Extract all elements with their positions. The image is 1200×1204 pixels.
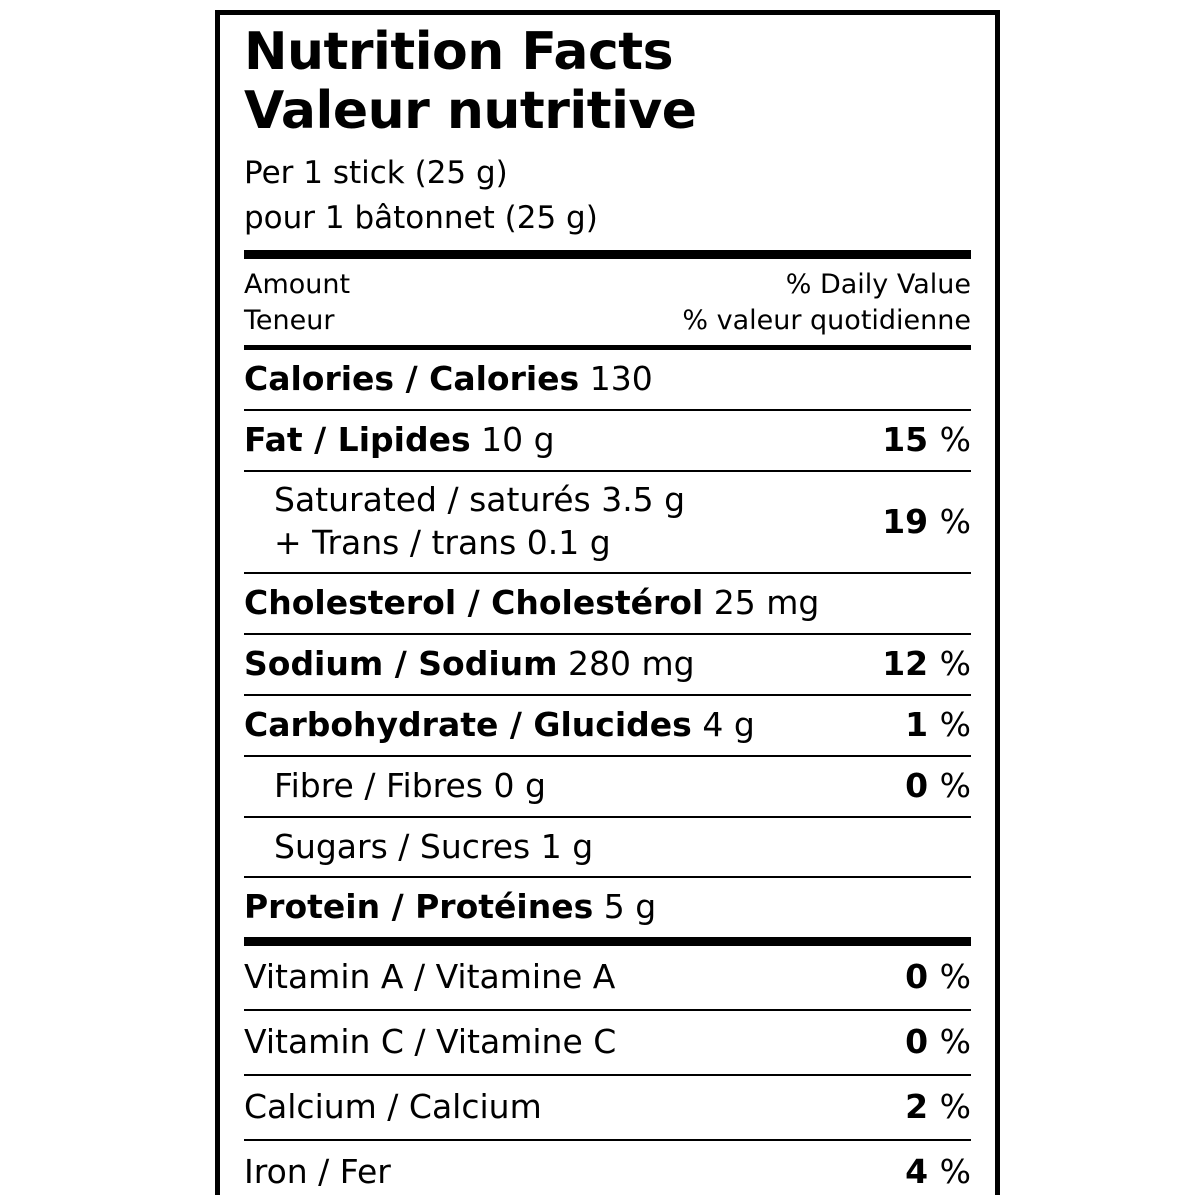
trans-label: + Trans / trans 0.1 g <box>274 522 611 562</box>
carbohydrate-daily-value <box>891 705 971 746</box>
fat-amount: 10 g <box>481 420 555 460</box>
row-carbohydrate <box>244 696 971 755</box>
sodium-dv-number: 12 <box>882 643 929 683</box>
row-calories <box>244 350 971 409</box>
calories-name: Calories / Calories <box>244 359 580 399</box>
carbohydrate-label <box>244 705 755 746</box>
iron-daily-value <box>891 1152 971 1193</box>
saturated-trans-daily-value <box>868 502 971 543</box>
daily-value-label-french: % valeur quotidienne <box>682 305 971 337</box>
amount-label-french: Teneur <box>244 305 335 337</box>
carbohydrate-percent-sign: % <box>939 704 971 744</box>
fibre-label: Fibre / Fibres 0 g <box>274 765 546 805</box>
saturated-label: Saturated / saturés 3.5 g <box>274 480 686 520</box>
saturated-percent-sign: % <box>939 501 971 541</box>
row-vitamin-a <box>244 946 971 1009</box>
vitamin-c-label: Vitamin C / Vitamine C <box>244 1022 617 1062</box>
protein-label <box>244 887 656 928</box>
row-calcium <box>244 1076 971 1139</box>
fat-name: Fat / Lipides <box>244 420 471 460</box>
divider-thick-top <box>244 250 971 259</box>
serving-size-english: Per 1 stick (25 g) <box>244 154 508 191</box>
calcium-percent-sign: % <box>939 1087 971 1127</box>
protein-amount: 5 g <box>603 887 657 927</box>
fibre-dv-number: 0 <box>905 765 929 805</box>
sodium-percent-sign: % <box>939 643 971 683</box>
carbohydrate-amount: 4 g <box>702 704 755 744</box>
vitamin-c-dv-number: 0 <box>905 1022 929 1062</box>
vitamin-c-percent-sign: % <box>939 1022 971 1062</box>
row-fat <box>244 411 971 470</box>
calories-label <box>244 359 653 400</box>
calcium-label: Calcium / Calcium <box>244 1087 542 1127</box>
saturated-dv-number: 19 <box>882 501 929 541</box>
cholesterol-amount: 25 mg <box>713 582 820 622</box>
calcium-daily-value <box>891 1087 971 1128</box>
row-fibre <box>244 757 971 816</box>
amount-label-english: Amount <box>244 269 351 301</box>
saturated-trans-label <box>244 479 685 565</box>
carbohydrate-dv-number: 1 <box>905 704 929 744</box>
fat-percent-sign: % <box>939 420 971 460</box>
fibre-percent-sign: % <box>939 765 971 805</box>
amount-header <box>244 267 350 339</box>
vitamin-a-label: Vitamin A / Vitamine A <box>244 957 616 997</box>
iron-label: Iron / Fer <box>244 1152 391 1192</box>
panel-title-french: Valeur nutritive <box>244 81 697 142</box>
vitamin-a-dv-number: 0 <box>905 957 929 997</box>
fibre-daily-value <box>891 766 971 807</box>
daily-value-header-labels <box>682 267 971 339</box>
fat-label <box>244 420 555 461</box>
vitamin-c-daily-value <box>891 1022 971 1063</box>
daily-value-header <box>244 259 971 345</box>
row-cholesterol <box>244 574 971 633</box>
sodium-daily-value <box>868 644 971 685</box>
daily-value-label-english: % Daily Value <box>785 269 971 301</box>
cholesterol-name: Cholesterol / Cholestérol <box>244 582 704 622</box>
cholesterol-label <box>244 583 819 624</box>
iron-percent-sign: % <box>939 1152 971 1192</box>
fat-dv-number: 15 <box>882 420 929 460</box>
protein-name: Protein / Protéines <box>244 887 594 927</box>
nutrition-facts-panel <box>215 10 1000 1195</box>
fat-daily-value <box>868 420 971 461</box>
row-protein <box>244 878 971 937</box>
iron-dv-number: 4 <box>905 1152 929 1192</box>
sodium-name: Sodium / Sodium <box>244 643 558 683</box>
nutrition-facts-content <box>220 15 995 1204</box>
vitamin-a-daily-value <box>891 957 971 998</box>
vitamin-a-percent-sign: % <box>939 957 971 997</box>
calcium-dv-number: 2 <box>905 1087 929 1127</box>
sugars-label: Sugars / Sucres 1 g <box>274 826 594 866</box>
sodium-label <box>244 644 695 685</box>
row-iron <box>244 1141 971 1204</box>
sodium-amount: 280 mg <box>568 643 695 683</box>
row-saturated-trans <box>244 472 971 572</box>
panel-title-english: Nutrition Facts <box>244 22 674 82</box>
row-sugars <box>244 818 971 877</box>
serving-size-french: pour 1 bâtonnet (25 g) <box>244 199 598 236</box>
calories-amount: 130 <box>589 359 653 399</box>
divider-thick-micronutrients <box>244 937 971 946</box>
carbohydrate-name: Carbohydrate / Glucides <box>244 704 692 744</box>
row-sodium <box>244 635 971 694</box>
row-vitamin-c <box>244 1011 971 1074</box>
